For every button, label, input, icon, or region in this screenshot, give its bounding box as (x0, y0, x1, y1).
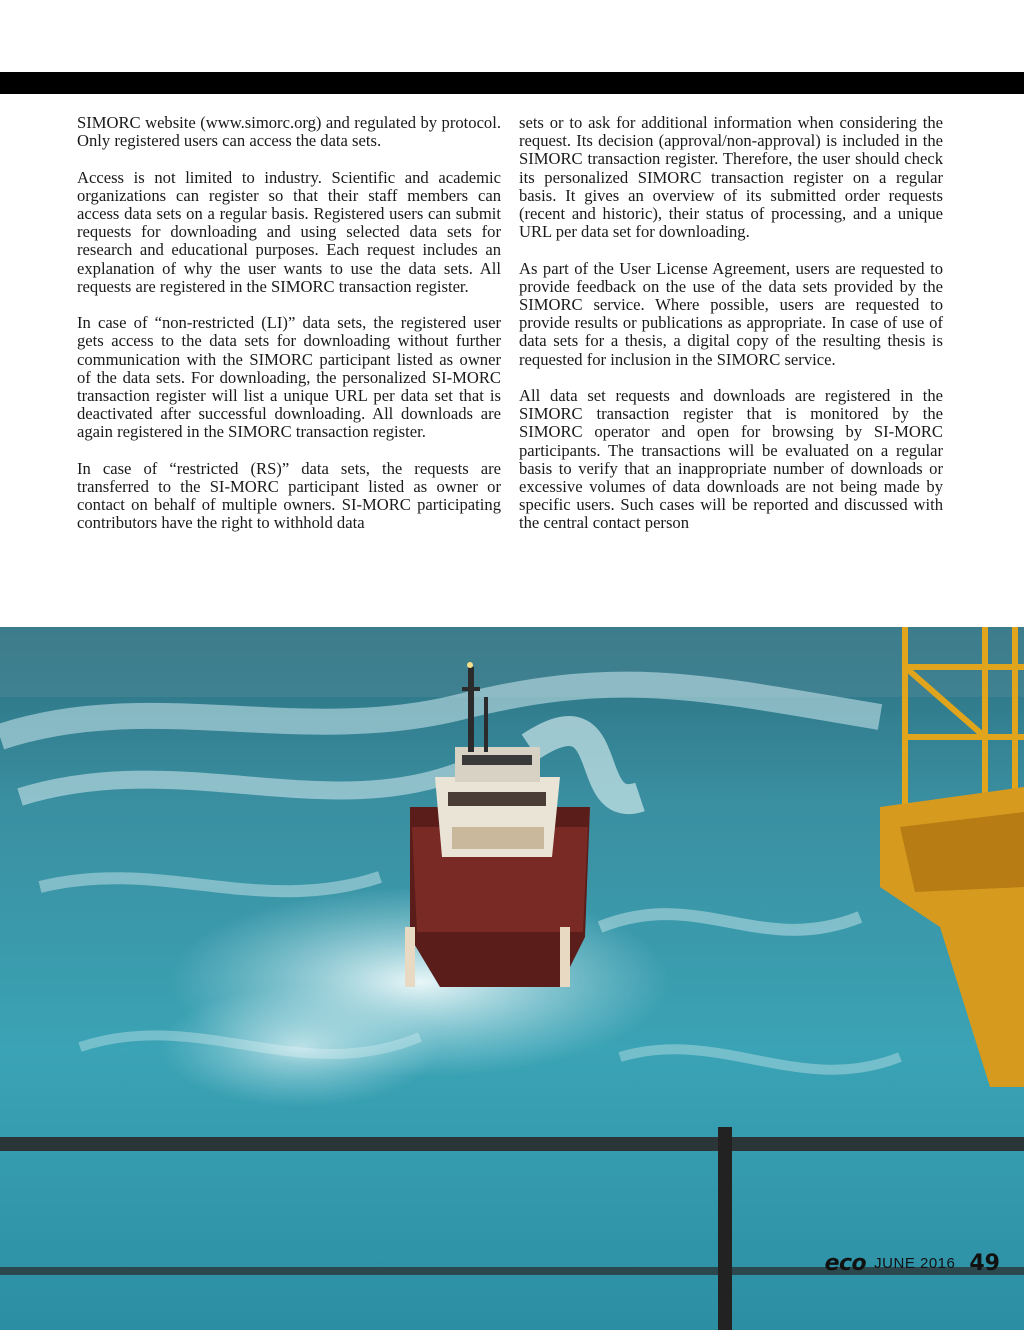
paragraph: In case of “non-restricted (LI)” data sets, the registered user gets access to the data sets for downloading without further communication with the SIMORC participant listed as owner of the data sets. For downloading, the personalized SI-MORC transaction register will list a unique URL per data set that is deactivated after successful downloading. All downloads are again registered in the SIMORC transaction register. (77, 313, 501, 442)
article-column-right (519, 114, 943, 533)
paragraph: In case of “restricted (RS)” data sets, the requests are transferred to the SI-MORC participant listed as owner or contact on behalf of multiple owners. SI-MORC participating contributors have the right to withhold data (77, 458, 501, 533)
header-bar (0, 72, 1024, 94)
paragraph: SIMORC website (www.simorc.org) and regulated by protocol. Only registered users can access the data sets. (77, 113, 501, 151)
paragraph: sets or to ask for additional information when considering the request. Its decision (approval/non-approval) is included in the SIMORC transaction register. Therefore, the user should check its personalized SIMORC transaction register on a regular basis. It gives an overview of its submitted order requests (recent and historic), their status of processing, and a unique URL per data set for downloading. (519, 113, 943, 242)
paragraph: All data set requests and downloads are registered in the SIMORC transaction register that is monitored by the SIMORC operator and open for browsing by SI-MORC participants. The transactions will be evaluated on a regular basis to verify that an inappropriate number of downloads or excessive volumes of data downloads are not being made by specific users. Such cases will be reported and discussed with the central contact person (519, 386, 943, 533)
paragraph: Access is not limited to industry. Scientific and academic organizations can register so that their staff members can access data sets on a regular basis. Registered users can submit requests for downloading and using selected data sets for research and educational purposes. Each request includes an explanation of why the user wants to use the data sets. All requests are registered in the SIMORC transaction register. (77, 167, 501, 296)
page-footer (825, 1248, 1000, 1278)
ship-in-rough-sea-photo (0, 627, 1024, 1330)
article-column-left (77, 114, 501, 533)
page-number: 49 (969, 1250, 1000, 1276)
paragraph: As part of the User License Agreement, users are requested to provide feedback on the use of the data sets provided by the SIMORC service. Where possible, users are requested to provide results or publications as appropriate. In case of use of data sets for a thesis, a digital copy of the resulting thesis is requested for inclusion in the SIMORC service. (519, 258, 943, 369)
publication-logo: eco (824, 1250, 867, 1276)
issue-date: JUNE 2016 (874, 1254, 956, 1272)
